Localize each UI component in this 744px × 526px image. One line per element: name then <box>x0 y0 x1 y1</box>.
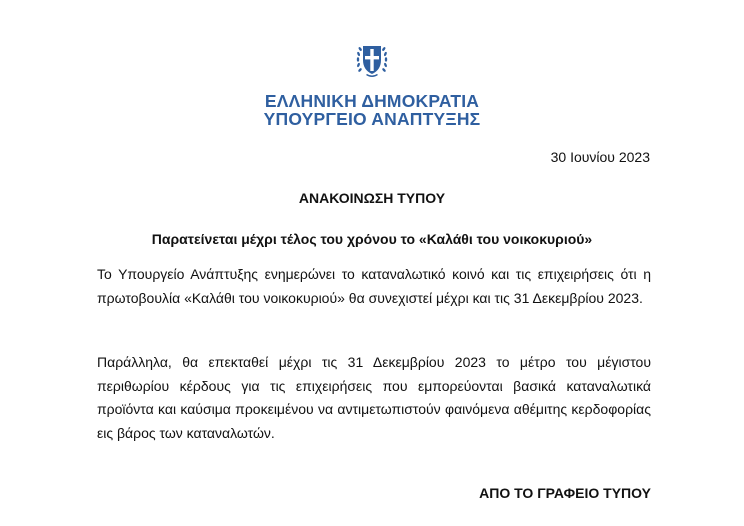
body-paragraph-2: Παράλληλα, θα επεκταθεί μέχρι τις 31 Δεκεμβρίου 2023 το μέτρο του μέγιστου περιθωρίου κέρδους για τις επιχειρήσεις που εμπορεύονται βασικά καταναλωτικά προϊόντα και καύσιμα προκειμένου να αντιμετωπιστούν φαινόμενα αθέμιτης κερδοφορίας εις βάρος των καταναλωτών. <box>97 354 651 441</box>
press-office-signature: ΑΠΟ ΤΟ ΓΡΑΦΕΙΟ ΤΥΠΟΥ <box>479 485 651 501</box>
ministry-org-line2: ΥΠΟΥΡΓΕΙΟ ΑΝΑΠΤΥΞΗΣ <box>263 109 481 129</box>
document-date: 30 Ιουνίου 2023 <box>550 149 650 165</box>
greek-coat-of-arms-icon <box>355 40 389 80</box>
page-title: Παρατείνεται μέχρι τέλος του χρόνου το «Καλάθι του νοικοκυριού» <box>151 231 593 247</box>
announcement-label: ΑΝΑΚΟΙΝΩΣΗ ΤΥΠΟΥ <box>298 190 446 206</box>
ministry-org-line1: ΕΛΛΗΝΙΚΗ ΔΗΜΟΚΡΑΤΙΑ <box>264 91 480 111</box>
body-paragraph-1: Το Υπουργείο Ανάπτυξης ενημερώνει το καταναλωτικό κοινό και τις επιχειρήσεις ότι η πρωτοβουλία «Καλάθι του νοικοκυριού» θα συνεχιστεί μέχρι και τις 31 Δεκεμβρίου 2023. <box>97 266 651 306</box>
